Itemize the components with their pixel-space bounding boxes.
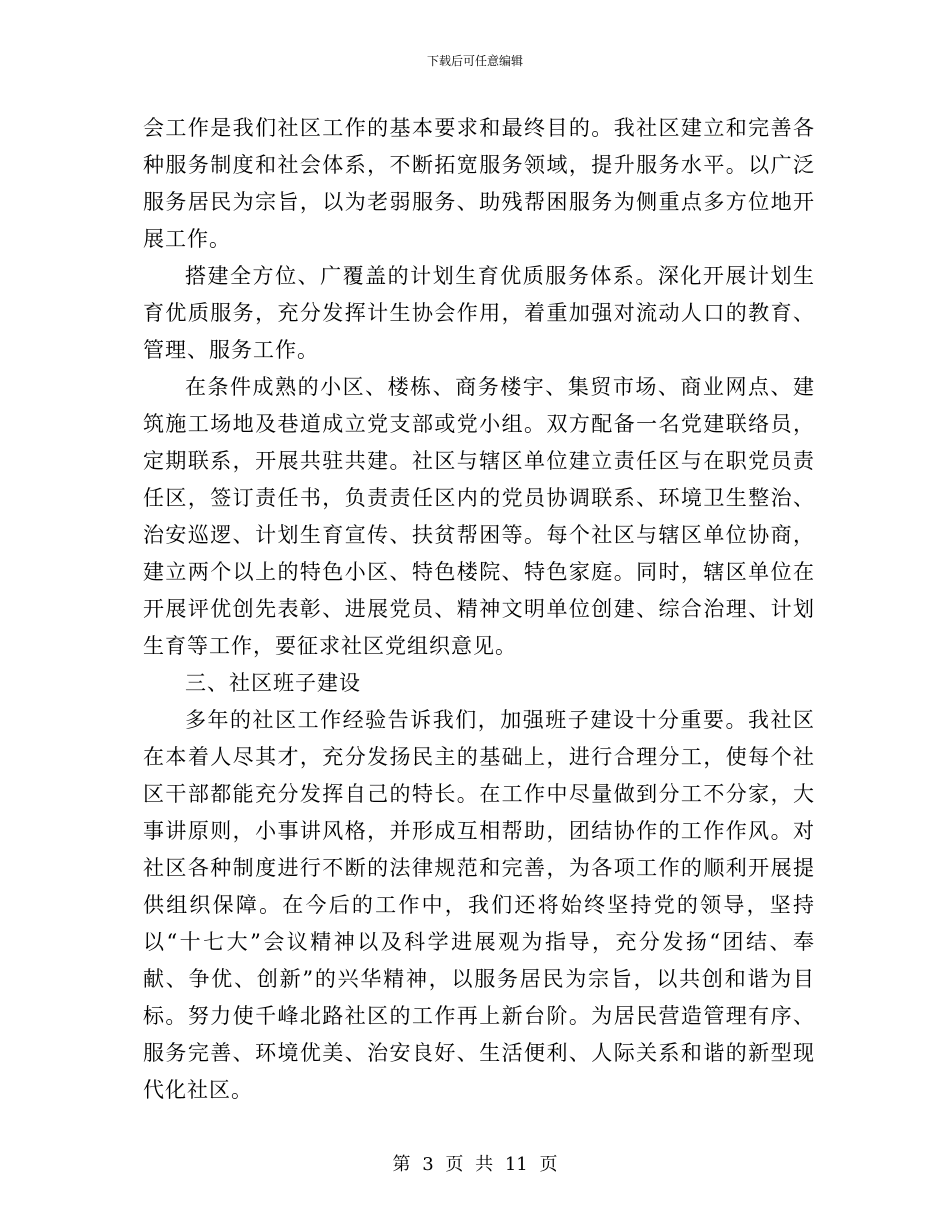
document-body (143, 110, 815, 1109)
body-paragraph: 会工作是我们社区工作的基本要求和最终目的。我社区建立和完善各种服务制度和社会体系，不断拓宽服务领域，提升服务水平。以广泛服务居民为宗旨，以为老弱服务、助残帮困服务为侧重点多方位地开展工作。 (143, 116, 815, 251)
body-paragraph: 搭建全方位、广覆盖的计划生育优质服务体系。深化开展计划生育优质服务，充分发挥计生协会作用，着重加强对流动人口的教育、管理、服务工作。 (143, 264, 815, 362)
body-paragraph: 在条件成熟的小区、楼栋、商务楼宇、集贸市场、商业网点、建筑施工场地及巷道成立党支部或党小组。双方配备一名党建联络员，定期联系，开展共驻共建。社区与辖区单位建立责任区与在职党员责任区，签订责任书，负责责任区内的党员协调联系、环境卫生整治、治安巡逻、计划生育宣传、扶贫帮困等。每个社区与辖区单位协商，建立两个以上的特色小区、特色楼院、特色家庭。同时，辖区单位在开展评优创先表彰、进展党员、精神文明单位创建、综合治理、计划生育等工作，要征求社区党组织意见。 (143, 375, 815, 658)
page-header: 下载后可任意编辑 (426, 54, 523, 68)
page-footer: 第 3 页 共 11 页 (392, 1154, 558, 1175)
body-paragraph: 多年的社区工作经验告诉我们，加强班子建设十分重要。我社区在本着人尽其才，充分发扬民主的基础上，进行合理分工，使每个社区干部都能充分发挥自己的特长。在工作中尽量做到分工不分家，大事讲原则，小事讲风格，并形成互相帮助，团结协作的工作作风。对社区各种制度进行不断的法律规范和完善，为各项工作的顺利开展提供组织保障。在今后的工作中，我们还将始终坚持党的领导，坚持以“十七大”会议精神以及科学进展观为指导，充分发扬“团结、奉献、争优、创新”的兴华精神，以服务居民为宗旨，以共创和谐为目标。努力使千峰北路社区的工作再上新台阶。为居民营造管理有序、服务完善、环境优美、治安良好、生活便利、人际关系和谐的新型现代化社区。 (143, 708, 815, 1102)
section-heading: 三、社区班子建设 (185, 671, 361, 695)
